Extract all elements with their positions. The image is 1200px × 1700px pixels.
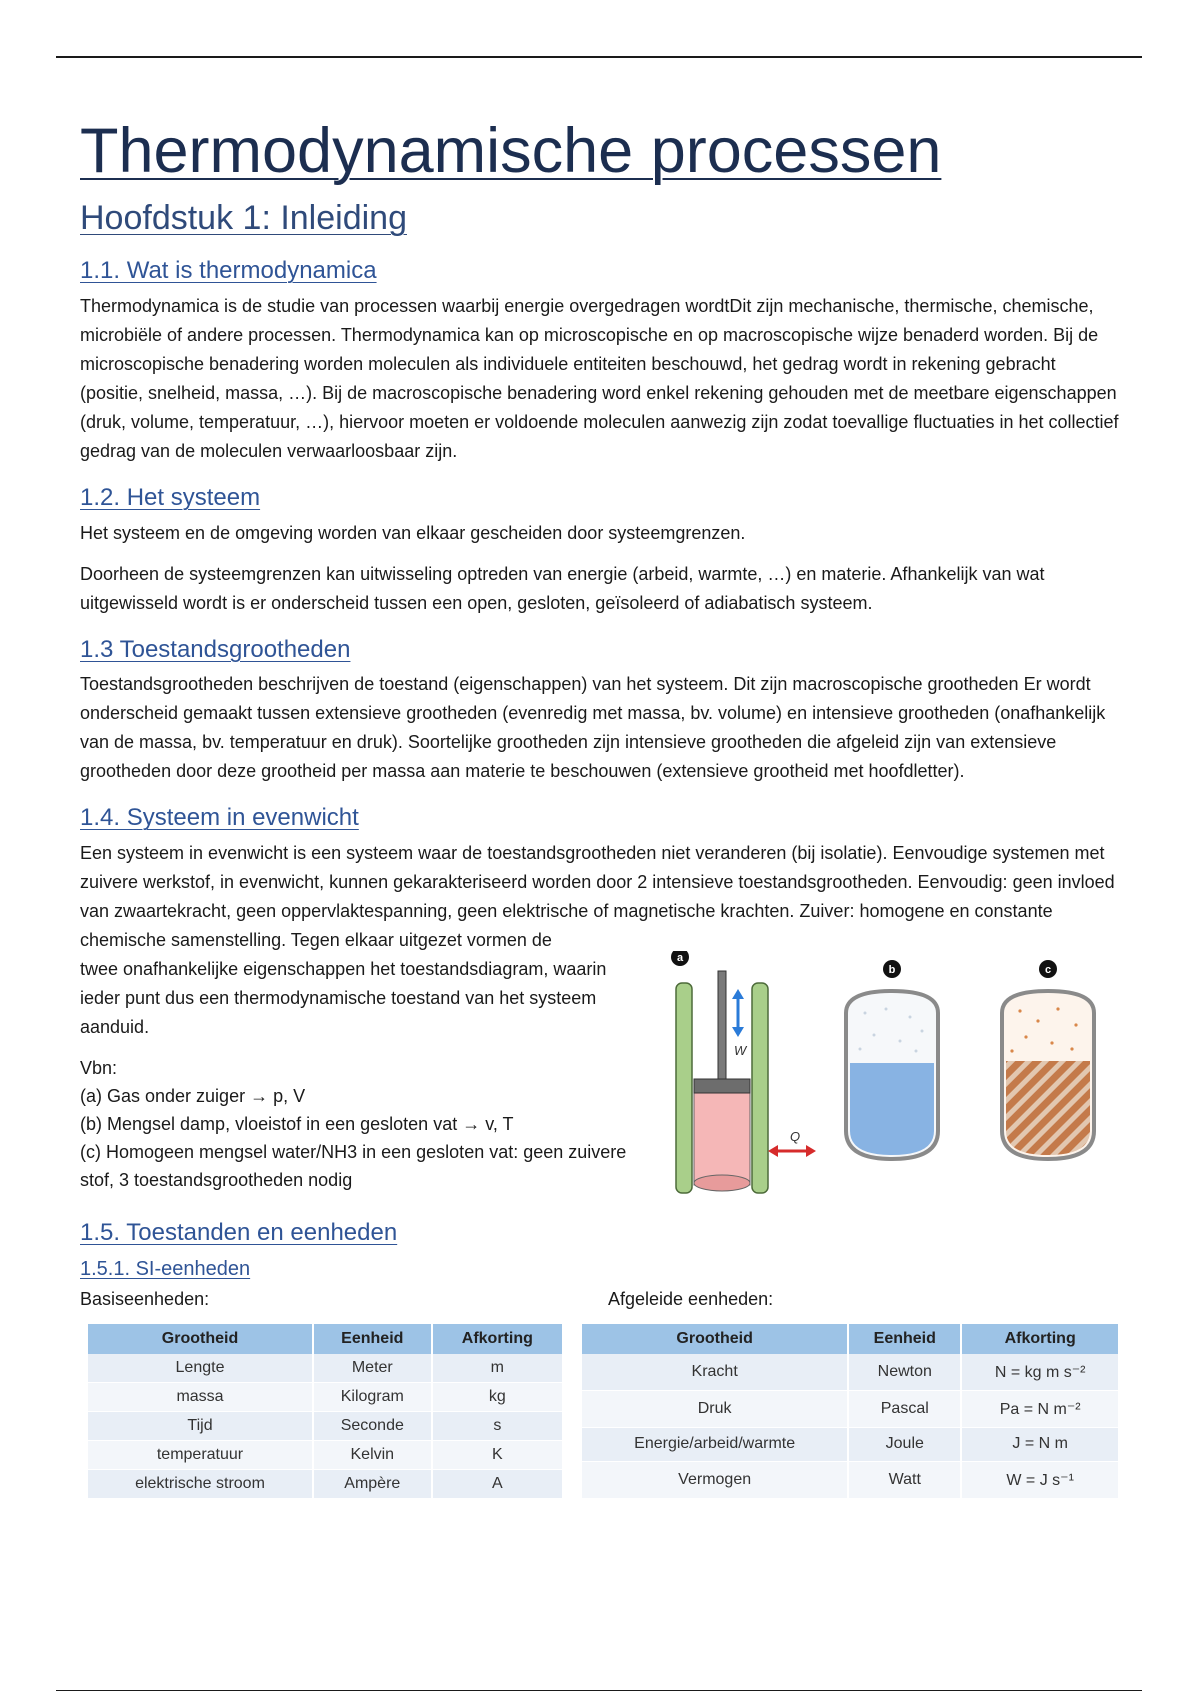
table-row [582, 1462, 1119, 1499]
closed-vessel-diagram [846, 960, 938, 1159]
figure-label-b: b [888, 964, 896, 977]
figure-label-q: Q [790, 1129, 801, 1145]
table-cell: Newton [848, 1354, 961, 1390]
homogeneous-mixture-diagram [1002, 960, 1094, 1159]
table-cell: s [432, 1411, 563, 1440]
top-rule [56, 56, 1142, 58]
section-1-2-paragraph-2: Doorheen de systeemgrenzen kan uitwisseling optreden van energie (arbeid, warmte, …) en materie. Afhankelijk van wat uitgewisseld wordt is er onderscheid tussen een open, gesloten, geïsoleerd of adiabatisch systeem. [80, 563, 1045, 613]
table-row [582, 1390, 1119, 1427]
table-cell: Meter [313, 1354, 432, 1383]
example-c: (c) Homogeen mengsel water/NH3 in een gesloten vat: geen zuivere stof, 3 toestandsgrootheden nodig [80, 1142, 627, 1191]
table-cell: J = N m [961, 1427, 1119, 1461]
bottom-rule [56, 1690, 1142, 1691]
section-heading-1-5: 1.5. Toestanden en eenheden [80, 1219, 398, 1247]
section-heading-1-3: 1.3 Toestandsgrootheden [80, 635, 351, 663]
table-cell: Pa = N m⁻² [961, 1390, 1119, 1427]
systems-figure [660, 951, 1110, 1201]
table-cell: Druk [582, 1390, 848, 1427]
section-1-4-body: Een systeem in evenwicht is een systeem waar de toestandsgrootheden niet veranderen (bij isolatie). Eenvoudige systemen met zuivere werkstof, in evenwicht, kunnen gekarakteriseerd worden door 2 intensieve toestandsgrootheden. Eenvoudig: geen invloed van zwaartekracht, geen oppervlaktespanning, geen elektrische of magnetische krachten. Zuiver: homogene en constante chemische samenstelling. Tegen elkaar uitgezet vormen de [80, 843, 1115, 951]
table-cell: N = kg m s⁻² [961, 1354, 1119, 1390]
derived-units-label: Afgeleide eenheden: [608, 1288, 774, 1309]
table-cell: A [432, 1469, 563, 1498]
table-cell: Kilogram [313, 1382, 432, 1411]
table-cell: Pascal [848, 1390, 961, 1427]
table-cell: Vermogen [582, 1462, 848, 1499]
table-cell: temperatuur [88, 1440, 313, 1469]
table-cell: m [432, 1354, 563, 1383]
example-a: (a) Gas onder zuiger → p, V [80, 1086, 306, 1107]
section-1-4-with-figure [80, 952, 1120, 1201]
section-1-4-body-continued: twee onafhankelijke eigenschappen het toestandsdiagram, waarin ieder punt dus een thermodynamische toestand van het systeem aanduid. [80, 959, 607, 1038]
derived-table-header: Grootheid [582, 1324, 848, 1354]
base-units-table [88, 1324, 564, 1499]
figure-label-c: c [1044, 964, 1052, 977]
table-cell: massa [88, 1382, 313, 1411]
table-cell: elektrische stroom [88, 1469, 313, 1498]
base-table-header: Eenheid [313, 1324, 432, 1354]
table-cell: kg [432, 1382, 563, 1411]
table-row [88, 1354, 563, 1383]
derived-units-table [582, 1324, 1120, 1499]
table-cell: Seconde [313, 1411, 432, 1440]
table-row [88, 1440, 563, 1469]
section-heading-1-1: 1.1. Wat is thermodynamica [80, 256, 377, 284]
chapter-heading: Hoofdstuk 1: Inleiding [80, 199, 407, 238]
table-row [88, 1411, 563, 1440]
table-cell: Energie/arbeid/warmte [582, 1427, 848, 1461]
table-cell: Kracht [582, 1354, 848, 1390]
examples-label: Vbn: [80, 1058, 118, 1079]
table-cell: Ampère [313, 1469, 432, 1498]
table-cell: Joule [848, 1427, 961, 1461]
figure-label-w: W [734, 1043, 747, 1059]
table-row [88, 1382, 563, 1411]
base-table-header: Afkorting [432, 1324, 563, 1354]
derived-table-header: Eenheid [848, 1324, 961, 1354]
section-1-2-paragraph-1: Het systeem en de omgeving worden van elkaar gescheiden door systeemgrenzen. [80, 522, 746, 543]
base-table-header: Grootheid [88, 1324, 313, 1354]
section-1-4-left-column [80, 955, 640, 1201]
table-cell: Watt [848, 1462, 961, 1499]
section-heading-1-2: 1.2. Het systeem [80, 483, 261, 511]
section-heading-1-4: 1.4. Systeem in evenwicht [80, 804, 359, 832]
piston-cylinder-diagram [671, 951, 816, 1193]
example-b: (b) Mengsel damp, vloeistof in een gesloten vat → v, T [80, 1114, 514, 1135]
base-units-label: Basiseenheden: [80, 1288, 210, 1309]
table-cell: K [432, 1440, 563, 1469]
section-1-3-body: Toestandsgrootheden beschrijven de toestand (eigenschappen) van het systeem. Dit zijn macroscopische grootheden Er wordt onderscheid gemaakt tussen extensieve grootheden (evenredig met massa, bv. volume) en intensieve grootheden (onafhankelijk van de massa, bv. temperatuur en druk). Soortelijke grootheden zijn intensieve grootheden die afgeleid zijn van extensieve grootheden door deze grootheid per massa aan materie te beschouwen (extensieve grootheid met hoofdletter). [80, 674, 1106, 782]
table-labels [80, 1285, 1120, 1314]
document-body [80, 118, 1120, 1499]
table-cell: Kelvin [313, 1440, 432, 1469]
table-cell: Lengte [88, 1354, 313, 1383]
table-row [582, 1427, 1119, 1461]
figure-label-a: a [676, 952, 684, 965]
subsection-heading-1-5-1: 1.5.1. SI-eenheden [80, 1257, 251, 1280]
derived-table-header: Afkorting [961, 1324, 1119, 1354]
section-1-1-body: Thermodynamica is de studie van processen waarbij energie overgedragen wordtDit zijn mechanische, thermische, chemische, microbiële of andere processen. Thermodynamica kan op microscopische en op macroscopische wijze benaderd worden. Bij de microscopische benadering worden moleculen als individuele entiteiten beschouwd, het gedrag wordt in rekening gebracht (positie, snelheid, massa, …). Bij de macroscopische benadering word enkel rekening gehouden met de meetbare eigenschappen (druk, volume, temperatuur, …), hiervoor moeten er voldoende moleculen aanwezig zijn zodat toevallige fluctuaties in het collectief gedrag van de moleculen verwaarloosbaar zijn. [80, 295, 1119, 461]
table-cell: W = J s⁻¹ [961, 1462, 1119, 1499]
table-row [582, 1354, 1119, 1390]
table-row [88, 1469, 563, 1498]
document-title: Thermodynamische processen [80, 116, 942, 186]
unit-tables [80, 1324, 1120, 1499]
table-cell: Tijd [88, 1411, 313, 1440]
